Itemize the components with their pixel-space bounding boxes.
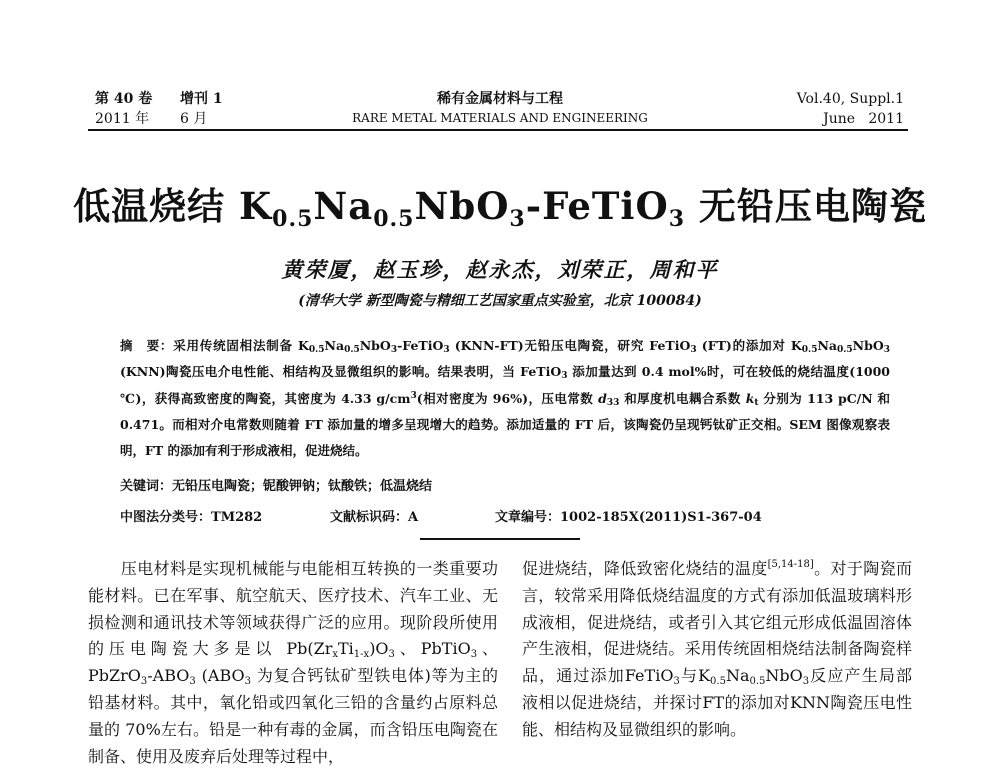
abstract-separator-rule (420, 538, 580, 540)
header-rule (88, 129, 908, 131)
keywords-text: 无铅压电陶瓷；铌酸钾钠；钛酸铁；低温烧结 (172, 479, 433, 494)
citation-ref: [5,14-18] (767, 559, 814, 570)
intro-paragraph-right: 促进烧结，降低致密化烧结的温度[5,14-18]。对于陶瓷而言，较常采用降低烧结温度的方式有添加低温玻璃料形成液相，促进烧结，或者引入其它组元形成低温固溶体产生液相，促进烧结。采用传统固相烧结法制备陶瓷样品，通过添加FeTiO$_3$与$K_{0.5}Na_{0.5}NbO_3$反应产生局部液相以促进烧结，并探讨FT的添加对KNN陶瓷压电性能、相结构及显微组织的影响。 (522, 559, 912, 739)
volume-en: Vol.40, Suppl.1 (796, 91, 904, 107)
clc-number: 中图法分类号：TM282 (120, 510, 263, 525)
document-code: 文献标识码：A (330, 510, 419, 525)
article-number: 文章编号：1002-185X(2011)S1-367-04 (495, 510, 762, 525)
affiliation: (清华大学 新型陶瓷与精细工艺国家重点实验室，北京 100084) (298, 293, 702, 309)
body-column-right (522, 556, 912, 744)
year-label: 2011 年 (95, 111, 150, 127)
journal-name-en: RARE METAL MATERIALS AND ENGINEERING (352, 111, 648, 125)
abstract: 摘 要：采用传统固相法制备 $K_{0.5}Na_{0.5}NbO_3-FeTiO_3$ (KNN-FT)无铅压电陶瓷，研究 FeTiO$_3$ (FT)的添加对 $K_{0.5}Na_{0.5}NbO_3$ (KNN)陶瓷压电介电性能、相结构及显微组织的影响。结果表明，当 FeTiO$_3$ 添加量达到 0.4 mol%时，可在较低的烧结温度(1000 ℃)，获得高致密度的陶瓷，其密度为 4.33 $g/cm^3$(相对密度为 96%)，压电常数 $d_{33}$ 和厚度机电耦合系数 $k_t$ 分别为 113 pC/N 和 0.471。而相对介电常数则随着 FT 添加量的增多呈现增大的趋势。添加适量的 FT 后，该陶瓷仍呈现钙钛矿正交相。SEM 图像观察表明，FT 的添加有利于形成液相，促进烧结。 (120, 338, 890, 459)
abstract-label: 摘 要： (120, 338, 174, 353)
keywords (120, 475, 432, 494)
volume-label: 第 40 卷 (95, 91, 153, 107)
supplement-label: 增刊 1 (180, 91, 223, 107)
intro-paragraph-left: 压电材料是实现机械能与电能相互转换的一类重要功能材料。已在军事、航空航天、医疗技术、汽车工业、无损检测和通讯技术等领域获得广泛的应用。现阶段所使用的压电陶瓷大多是以 $Pb(Zr_xTi_{1-x})O_3$、PbTiO$_3$、$PbZrO_3-ABO_3$ ($ABO_3$ 为复合钙钛矿型铁电体)等为主的铅基材料。其中，氧化铅或四氧化三铅的含量约占原料总量的 70%左右。铅是一种有毒的金属，而含铅压电陶瓷在制备、使用及废弃后处理等过程中， (88, 559, 498, 766)
journal-name-cn: 稀有金属材料与工程 (437, 91, 563, 107)
paper-title: 低温烧结 $K_{0.5}Na_{0.5}NbO_3-FeTiO_3$ 无铅压电陶瓷 (73, 184, 927, 232)
author-list: 黄荣厦，赵玉珍，赵永杰，刘荣正，周和平 (281, 257, 719, 282)
keywords-label: 关键词： (120, 479, 173, 494)
date-en: June 2011 (823, 111, 904, 127)
body-column-left (88, 556, 498, 770)
month-label: 6 月 (180, 111, 208, 127)
